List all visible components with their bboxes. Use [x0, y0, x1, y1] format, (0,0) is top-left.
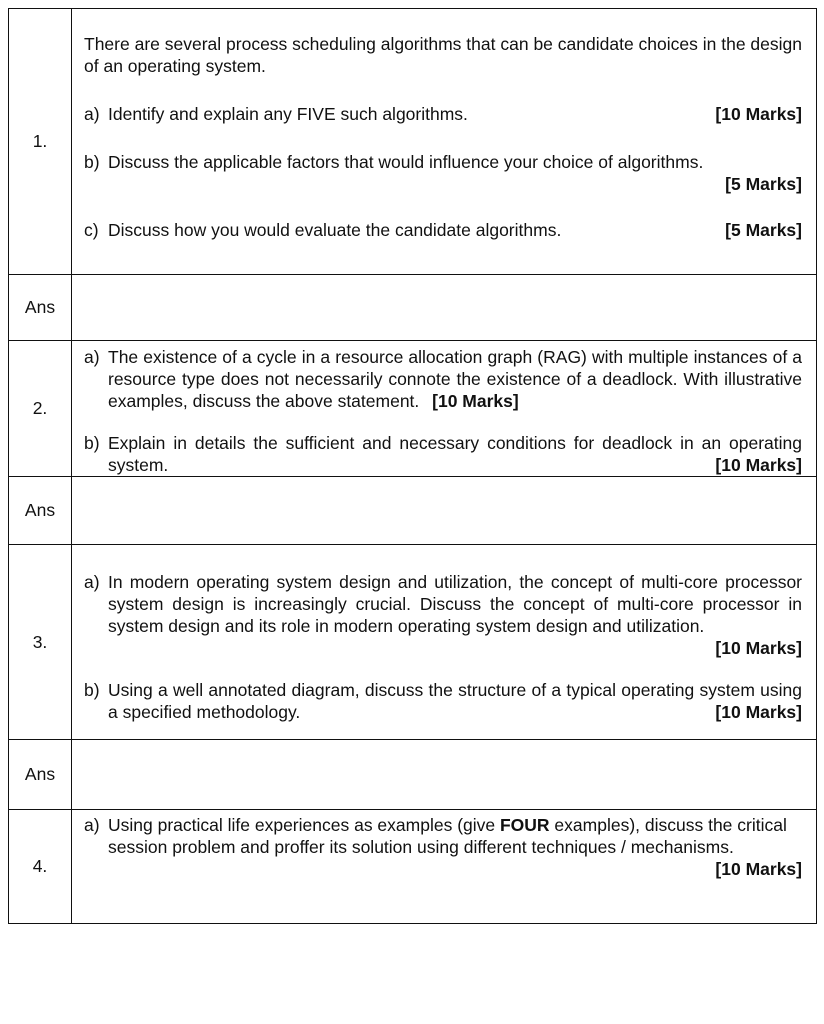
- question-row-4: [9, 810, 817, 924]
- emphasis-text: FOUR: [499, 815, 550, 835]
- marks-badge: [5 Marks]: [725, 174, 802, 194]
- answer-row-2: [9, 477, 817, 545]
- marks-badge: [10 Marks]: [715, 859, 802, 879]
- marks-badge: [10 Marks]: [715, 104, 802, 124]
- question-table: [8, 8, 817, 924]
- part-label: c): [84, 220, 99, 240]
- marks-badge: [10 Marks]: [715, 638, 802, 658]
- question-part: [84, 219, 802, 241]
- question-number: 2.: [9, 341, 72, 477]
- question-content: [72, 810, 817, 924]
- question-part: [84, 103, 802, 125]
- part-text: Identify and explain any FIVE such algorithms.: [108, 104, 468, 124]
- part-text: Explain in details the sufficient and necessary conditions for deadlock in an operating system.: [108, 433, 802, 475]
- question-part: [84, 151, 802, 195]
- answer-label: Ans: [9, 740, 72, 810]
- part-label: b): [84, 152, 100, 172]
- answer-row-3: [9, 740, 817, 810]
- question-content: [72, 9, 817, 275]
- question-number: 3.: [9, 545, 72, 740]
- part-label: a): [84, 104, 100, 124]
- part-label: b): [84, 680, 100, 700]
- question-content: [72, 341, 817, 477]
- question-number: 1.: [9, 9, 72, 275]
- question-part: [84, 432, 802, 476]
- answer-label: Ans: [9, 275, 72, 341]
- question-intro: There are several process scheduling algorithms that can be candidate choices in the design of an operating system.: [84, 34, 802, 76]
- question-part: [84, 571, 802, 659]
- part-text: In modern operating system design and utilization, the concept of multi-core processor system design is increasingly crucial. Discuss the concept of multi-core processor in system design and its role in modern operating system design and utilization.: [108, 572, 802, 636]
- question-content: [72, 545, 817, 740]
- answer-row-1: [9, 275, 817, 341]
- answer-area[interactable]: [72, 477, 817, 545]
- question-part: [84, 346, 802, 412]
- marks-badge: [10 Marks]: [715, 455, 802, 475]
- answer-area[interactable]: [72, 275, 817, 341]
- part-label: a): [84, 815, 100, 835]
- question-row-2: [9, 341, 817, 477]
- question-part: [84, 679, 802, 723]
- part-label: a): [84, 347, 100, 367]
- answer-label: Ans: [9, 477, 72, 545]
- part-label: b): [84, 433, 100, 453]
- part-text: examples), discuss the critical session problem and proffer its solution using different techniques / mechanisms.: [108, 815, 787, 857]
- marks-badge: [10 Marks]: [432, 391, 519, 411]
- marks-badge: [5 Marks]: [725, 220, 802, 240]
- part-text: Using a well annotated diagram, discuss the structure of a typical operating system using a specified methodology.: [108, 680, 802, 722]
- part-text: Using practical life experiences as examples (give: [108, 815, 500, 835]
- part-label: a): [84, 572, 100, 592]
- question-row-3: [9, 545, 817, 740]
- part-text: Discuss how you would evaluate the candidate algorithms.: [108, 220, 562, 240]
- marks-badge: [10 Marks]: [715, 702, 802, 722]
- question-number: 4.: [9, 810, 72, 924]
- question-part: [84, 814, 802, 880]
- question-row-1: [9, 9, 817, 275]
- part-text: Discuss the applicable factors that would influence your choice of algorithms.: [108, 152, 704, 172]
- answer-area[interactable]: [72, 740, 817, 810]
- part-text: The existence of a cycle in a resource allocation graph (RAG) with multiple instances of a resource type does not necessarily connote the existence of a deadlock. With illustrative examples, discuss the above statement.: [108, 347, 802, 411]
